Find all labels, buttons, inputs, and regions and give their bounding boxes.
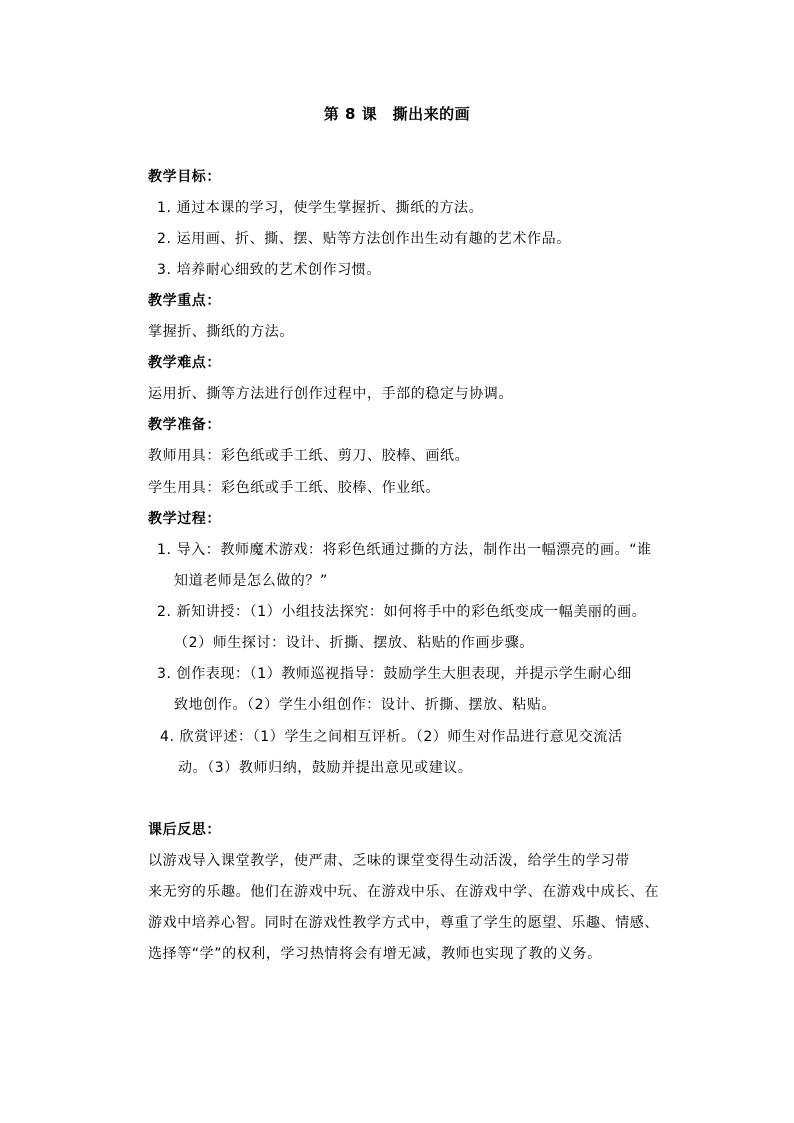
process-line: 知道老师是怎么做的？” <box>174 573 328 589</box>
reflection-line: 选择等“学”的权利，学习热情将会有增无减，教师也实现了教的义务。 <box>148 946 602 962</box>
process-line: 3. 创作表现：（1）教师巡视指导：鼓励学生大胆表现，并提示学生耐心细 <box>157 666 632 682</box>
process-line: （2）师生探讨：设计、折撕、摆放、粘贴的作画步骤。 <box>174 635 534 651</box>
teacher-tools: 教师用具：彩色纸或手工纸、剪刀、胶棒、画纸。 <box>148 448 470 464</box>
student-tools: 学生用具：彩色纸或手工纸、胶棒、作业纸。 <box>148 480 440 496</box>
reflection-line: 游戏中培养心智。同时在游戏性教学方式中，尊重了学生的愿望、乐趣、情感、 <box>148 915 659 931</box>
objective-item: 3. 培养耐心细致的艺术创作习惯。 <box>157 262 382 278</box>
objective-item: 1. 通过本课的学习，使学生掌握折、撕纸的方法。 <box>157 200 484 216</box>
objective-item: 2. 运用画、折、撕、摆、贴等方法创作出生动有趣的艺术作品。 <box>157 231 571 247</box>
difficulties-heading: 教学难点： <box>148 355 221 371</box>
reflection-line: 以游戏导入课堂教学，使严肃、乏味的课堂变得生动活泼，给学生的学习带 <box>148 853 630 869</box>
reflection-line: 来无穷的乐趣。他们在游戏中玩、在游戏中乐、在游戏中学、在游戏中成长、在 <box>148 884 659 900</box>
process-line: 致地创作。（2）学生小组创作：设计、折撕、摆放、粘贴。 <box>174 697 557 713</box>
process-line: 4. 欣赏评述：（1）学生之间相互评析。（2）师生对作品进行意见交流活 <box>160 729 623 745</box>
process-line: 动。（3）教师归纳，鼓励并提出意见或建议。 <box>178 760 473 776</box>
process-line: 1. 导入：教师魔术游戏：将彩色纸通过撕的方法，制作出一幅漂亮的画。“谁 <box>157 542 652 558</box>
reflection-heading: 课后反思： <box>148 822 221 838</box>
process-line: 2. 新知讲授：（1）小组技法探究：如何将手中的彩色纸变成一幅美丽的画。 <box>157 604 647 620</box>
objectives-heading: 教学目标： <box>148 169 221 185</box>
page-title: 第 8 课 撕出来的画 <box>323 105 471 123</box>
difficulties-text: 运用折、撕等方法进行创作过程中，手部的稳定与协调。 <box>148 386 513 402</box>
preparation-heading: 教学准备： <box>148 417 221 433</box>
key-points-heading: 教学重点： <box>148 293 221 309</box>
key-points-text: 掌握折、撕纸的方法。 <box>148 324 294 340</box>
process-heading: 教学过程： <box>148 511 221 527</box>
